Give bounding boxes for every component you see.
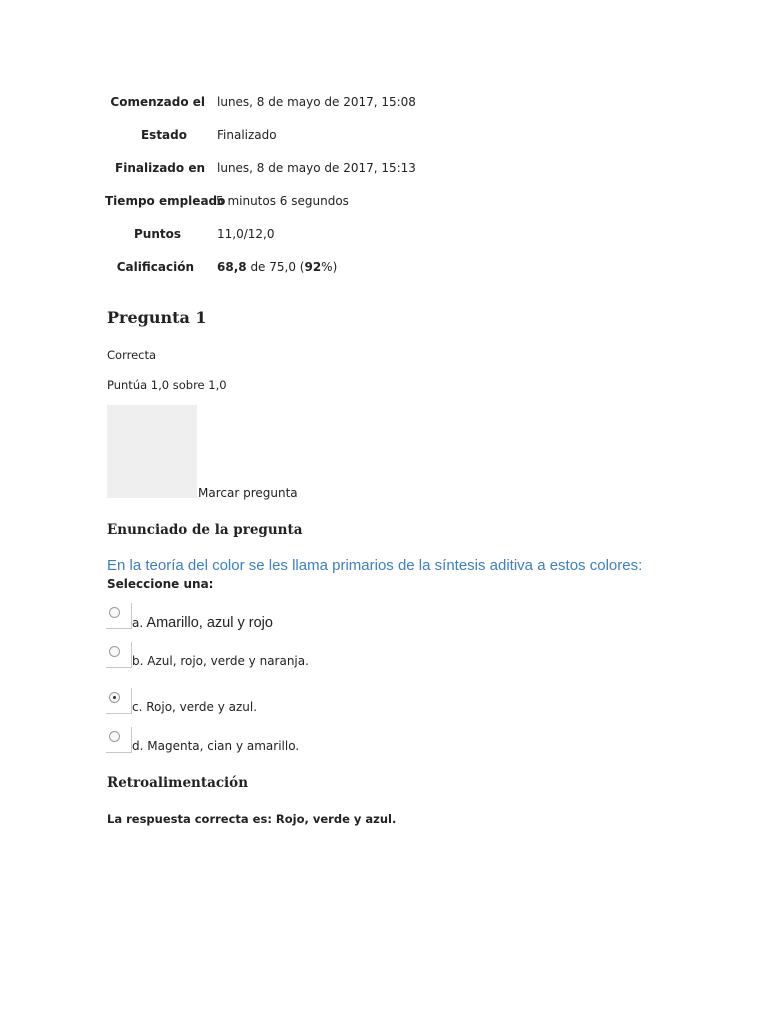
grade-value	[217, 255, 337, 279]
option-c-radio[interactable]	[109, 692, 120, 703]
question-status: Correcta	[107, 348, 157, 362]
question-score: Puntúa 1,0 sobre 1,0	[107, 378, 227, 392]
option-d-radio[interactable]	[109, 731, 120, 742]
grade-percent: 92	[304, 260, 322, 274]
option-a-text: Amarillo, azul y rojo	[143, 615, 273, 631]
option-b-letter: b.	[132, 654, 144, 668]
grade-of: de 75,0 (	[250, 260, 305, 274]
option-b-radio[interactable]	[109, 646, 120, 657]
grade-label: Calificación	[116, 260, 194, 274]
started-label: Comenzado el	[110, 95, 205, 109]
grade-score: 68,8	[217, 260, 247, 274]
select-prompt: Seleccione una:	[107, 577, 214, 591]
question-text: En la teoría del color se les llama primarios de la síntesis aditiva a estos colores:	[107, 557, 643, 574]
points-value: 11,0/12,0	[217, 227, 275, 241]
option-a-letter: a.	[132, 616, 144, 630]
flag-question-link[interactable]: Marcar pregunta	[198, 486, 298, 500]
grade-suffix: %)	[321, 260, 338, 274]
option-d-letter: d.	[132, 739, 144, 753]
feedback-heading: Retroalimentación	[107, 775, 249, 791]
statement-heading: Enunciado de la pregunta	[107, 522, 303, 538]
option-a-label[interactable]	[132, 615, 273, 631]
finished-value: lunes, 8 de mayo de 2017, 15:13	[217, 161, 416, 175]
option-d-text: Magenta, cian y amarillo.	[143, 739, 300, 753]
points-label: Puntos	[133, 227, 181, 241]
finished-label: Finalizado en	[115, 161, 205, 175]
option-b-text: Azul, rojo, verde y naranja.	[143, 654, 309, 668]
started-value: lunes, 8 de mayo de 2017, 15:08	[217, 95, 416, 109]
option-c-label[interactable]	[132, 700, 257, 714]
option-b-label[interactable]	[132, 654, 309, 668]
feedback-text: La respuesta correcta es: Rojo, verde y azul.	[107, 812, 397, 826]
option-a-radio[interactable]	[109, 607, 120, 618]
option-d-radio-wrap[interactable]	[106, 727, 132, 753]
option-c-text: Rojo, verde y azul.	[142, 700, 258, 714]
option-c-letter: c.	[132, 700, 143, 714]
question-title: Pregunta 1	[107, 308, 207, 327]
option-c-radio-wrap[interactable]	[106, 688, 132, 714]
option-a-radio-wrap[interactable]	[106, 603, 132, 629]
flag-question-image[interactable]	[107, 405, 197, 498]
state-label: Estado	[140, 128, 187, 142]
option-b-radio-wrap[interactable]	[106, 642, 132, 668]
time-value: 5 minutos 6 segundos	[216, 194, 349, 208]
option-d-label[interactable]	[132, 739, 299, 753]
time-label: Tiempo empleado	[105, 194, 226, 208]
state-value: Finalizado	[217, 128, 277, 142]
